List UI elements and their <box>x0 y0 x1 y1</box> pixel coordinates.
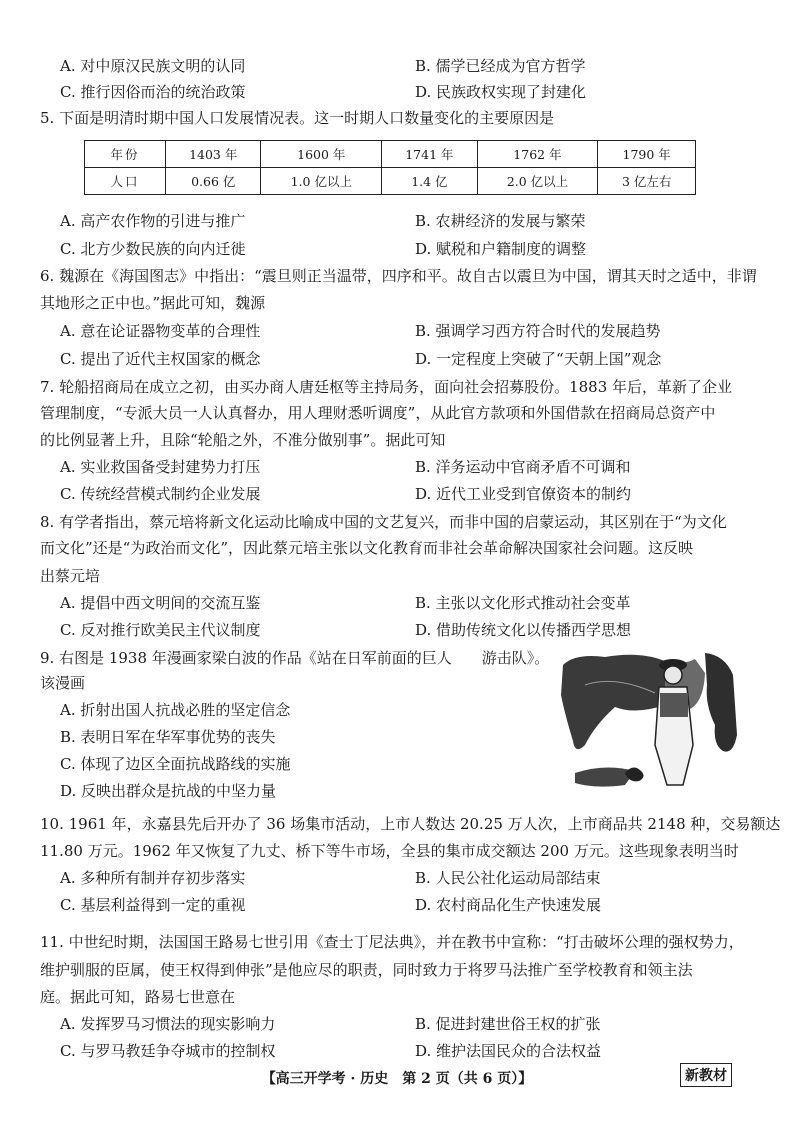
cartoon-ground <box>575 767 635 786</box>
q5-option-b: B. 农耕经济的发展与繁荣 <box>415 212 586 230</box>
table-cell: 1790 年 <box>598 141 696 168</box>
q7-stem-line1: 7. 轮船招商局在成立之初，由买办商人唐廷枢等主持局务，面向社会招募股份。1883 年后，革新了企业 <box>40 378 733 396</box>
table-cell: 2.0 亿以上 <box>477 168 598 195</box>
q11-stem-line1: 11. 中世纪时期，法国国王路易七世引用《查士丁尼法典》，并在教书中宣称：“打击破坏公理的强权势力， <box>40 933 744 951</box>
q10-option-c: C. 基层利益得到一定的重视 <box>60 896 246 914</box>
q11-stem-line2: 维护驯服的臣属，使王权得到伸张”是他应尽的职责，同时致力于将罗马法推广至学校教育和领主法 <box>40 961 693 979</box>
q11-option-a: A. 发挥罗马习惯法的现实影响力 <box>60 1015 276 1033</box>
table-cell: 1600 年 <box>261 141 382 168</box>
q8-option-d: D. 借助传统文化以传播西学思想 <box>415 621 632 639</box>
q10-stem-line2: 11.80 万元。1962 年又恢复了九丈、桥下等牛市场，全县的集市成交额达 200 万元。这些现象表明当时 <box>40 842 739 860</box>
q6-stem-line2: 其地形之正中也。”据此可知，魏源 <box>40 294 266 312</box>
q8-stem-line1: 8. 有学者指出，蔡元培将新文化运动比喻成中国的文艺复兴，而非中国的启蒙运动，其区别在于“为文化 <box>40 513 727 531</box>
q8-option-c: C. 反对推行欧美民主代议制度 <box>60 621 261 639</box>
q11-option-b: B. 促进封建世俗王权的扩张 <box>415 1015 601 1033</box>
table-cell: 1.4 亿 <box>382 168 477 195</box>
q4-option-c: C. 推行因俗而治的统治政策 <box>60 83 246 101</box>
table-cell: 0.66 亿 <box>166 168 261 195</box>
q9-option-a: A. 折射出国人抗战必胜的坚定信念 <box>60 701 291 719</box>
q7-option-a: A. 实业救国备受封建势力打压 <box>60 458 261 476</box>
q6-option-b: B. 强调学习西方符合时代的发展趋势 <box>415 322 661 340</box>
cartoon-figure-vest <box>660 693 688 717</box>
q11-option-c: C. 与罗马教廷争夺城市的控制权 <box>60 1042 276 1060</box>
q10-option-d: D. 农村商品化生产快速发展 <box>415 896 602 914</box>
q7-option-b: B. 洋务运动中官商矛盾不可调和 <box>415 458 631 476</box>
q9-stem-line1: 9. 右图是 1938 年漫画家梁白波的作品《站在日军前面的巨人 游击队》。 <box>40 649 550 667</box>
q10-option-a: A. 多种所有制并存初步落实 <box>60 869 246 887</box>
table-header-population: 人口 <box>85 168 166 195</box>
q7-option-c: C. 传统经营模式制约企业发展 <box>60 485 261 503</box>
q8-option-a: A. 提倡中西文明间的交流互鉴 <box>60 594 261 612</box>
q5-option-a: A. 高产农作物的引进与推广 <box>60 212 246 230</box>
q8-option-b: B. 主张以文化形式推动社会变革 <box>415 594 631 612</box>
q11-stem-line3: 庭。据此可知，路易七世意在 <box>40 988 236 1006</box>
q10-stem-line1: 10. 1961 年，永嘉县先后开办了 36 场集市活动，上市人数达 20.25 万人次，上市商品共 2148 种，交易额达 <box>40 815 781 833</box>
q9-stem-line2: 该漫画 <box>40 674 86 692</box>
q11-option-d: D. 维护法国民众的合法权益 <box>415 1042 602 1060</box>
q6-option-c: C. 提出了近代主权国家的概念 <box>60 350 261 368</box>
table-cell: 1.0 亿以上 <box>261 168 382 195</box>
table-cell: 1762 年 <box>477 141 598 168</box>
cartoon-dark-mass <box>561 655 665 749</box>
cartoon-right-mass <box>705 653 737 752</box>
q5-stem: 5. 下面是明清时期中国人口发展情况表。这一时期人口数量变化的主要原因是 <box>40 109 555 127</box>
q4-option-d: D. 民族政权实现了封建化 <box>415 83 587 101</box>
q8-stem-line3: 出蔡元培 <box>40 567 101 585</box>
table-row <box>85 168 696 195</box>
q8-stem-line2: 而文化”还是“为政治而文化”，因此蔡元培主张以文化教育而非社会革命解决国家社会问题。这反映 <box>40 539 694 557</box>
new-textbook-badge: 新教材 <box>680 1063 732 1087</box>
q5-option-c: C. 北方少数民族的向内迁徙 <box>60 240 246 258</box>
q5-option-d: D. 赋税和户籍制度的调整 <box>415 240 587 258</box>
table-cell: 3 亿左右 <box>598 168 696 195</box>
q10-option-b: B. 人民公社化运动局部结束 <box>415 869 601 887</box>
q6-stem-line1: 6. 魏源在《海国图志》中指出：“震旦则正当温带，四序和平。故自古以震旦为中国，谓其天时之适中，非谓 <box>40 267 757 285</box>
table-header-year: 年份 <box>85 141 166 168</box>
table-row <box>85 141 696 168</box>
q6-option-d: D. 一定程度上突破了“天朝上国”观念 <box>415 350 662 368</box>
q6-option-a: A. 意在论证器物变革的合理性 <box>60 322 261 340</box>
q4-option-b: B. 儒学已经成为官方哲学 <box>415 57 586 75</box>
table-cell: 1403 年 <box>166 141 261 168</box>
q7-stem-line2: 管理制度，“专派大员一人认真督办，用人理财悉听调度”，从此官方款项和外国借款在招商局总资产中 <box>40 404 716 422</box>
q7-stem-line3: 的比例显著上升，且除“轮船之外，不准分做别事”。据此可知 <box>40 431 446 449</box>
cartoon-head <box>664 666 682 684</box>
q9-option-c: C. 体现了边区全面抗战路线的实施 <box>60 755 291 773</box>
cartoon-image <box>555 645 740 795</box>
q9-option-b: B. 表明日军在华军事优势的丧失 <box>60 728 276 746</box>
q7-option-d: D. 近代工业受到官僚资本的制约 <box>415 485 632 503</box>
q9-option-d: D. 反映出群众是抗战的中坚力量 <box>60 782 277 800</box>
population-table <box>84 140 696 195</box>
q4-option-a: A. 对中原汉民族文明的认同 <box>60 57 246 75</box>
table-cell: 1741 年 <box>382 141 477 168</box>
page-footer: 【高三开学考 · 历史 第 2 页（共 6 页）】 <box>261 1071 533 1087</box>
